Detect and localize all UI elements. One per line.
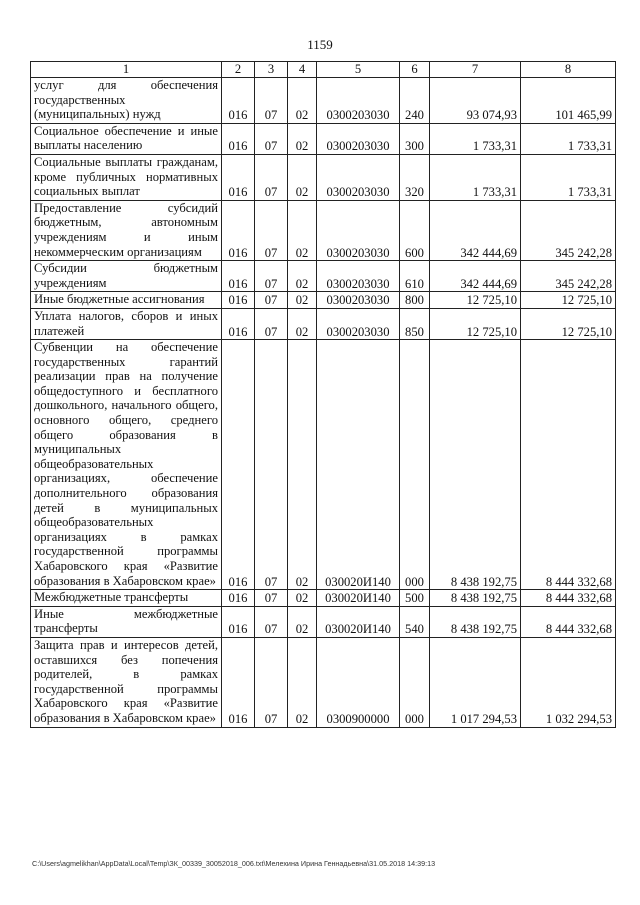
- row-amount-8: 12 725,10: [521, 292, 616, 309]
- table-row: [31, 292, 616, 309]
- row-amount-8: 1 733,31: [521, 123, 616, 154]
- table-row: [31, 200, 616, 260]
- row-code-5: 0300203030: [317, 261, 400, 292]
- table-row: [31, 154, 616, 200]
- row-code-2: 016: [222, 340, 255, 590]
- table-row: [31, 637, 616, 727]
- row-code-4: 02: [288, 123, 317, 154]
- row-code-6: 300: [400, 123, 430, 154]
- row-code-4: 02: [288, 292, 317, 309]
- row-code-6: 610: [400, 261, 430, 292]
- row-code-2: 016: [222, 606, 255, 637]
- row-code-4: 02: [288, 200, 317, 260]
- row-amount-7: 93 074,93: [430, 78, 521, 124]
- row-name: Иные межбюджетные трансферты: [31, 606, 222, 637]
- table-row: [31, 261, 616, 292]
- row-code-6: 320: [400, 154, 430, 200]
- row-code-5: 0300203030: [317, 154, 400, 200]
- table-row: [31, 590, 616, 607]
- row-code-4: 02: [288, 154, 317, 200]
- row-amount-7: 342 444,69: [430, 200, 521, 260]
- row-code-5: 0300900000: [317, 637, 400, 727]
- row-amount-7: 12 725,10: [430, 292, 521, 309]
- row-code-6: 500: [400, 590, 430, 607]
- row-name: Уплата налогов, сборов и иных платежей: [31, 308, 222, 339]
- row-code-5: 0300203030: [317, 292, 400, 309]
- row-code-2: 016: [222, 78, 255, 124]
- row-code-3: 07: [255, 590, 288, 607]
- budget-table: [30, 61, 616, 728]
- row-code-3: 07: [255, 78, 288, 124]
- row-code-6: 240: [400, 78, 430, 124]
- row-code-2: 016: [222, 200, 255, 260]
- row-amount-7: 12 725,10: [430, 308, 521, 339]
- column-header-1: 1: [31, 62, 222, 78]
- table-row: [31, 340, 616, 590]
- row-name: Субсидии бюджетным учреждениям: [31, 261, 222, 292]
- row-code-3: 07: [255, 261, 288, 292]
- row-code-2: 016: [222, 123, 255, 154]
- row-name: Иные бюджетные ассигнования: [31, 292, 222, 309]
- row-code-2: 016: [222, 154, 255, 200]
- row-amount-7: 1 017 294,53: [430, 637, 521, 727]
- row-code-3: 07: [255, 637, 288, 727]
- row-name: Субвенции на обеспечение государственных гарантий реализации прав на получение общедоступного и бесплатного дошкольного, начального общего, основного общего, среднего общего образования в муниципальных общеобразовательных организациях, обеспечение дополнительного образования детей в муниципальных общеобразовательных организациях в рамках государственной программы Хабаровского края «Развитие образования в Хабаровском крае»: [31, 340, 222, 590]
- table-row: [31, 78, 616, 124]
- table-body: [31, 78, 616, 728]
- row-amount-7: 8 438 192,75: [430, 590, 521, 607]
- row-code-5: 030020И140: [317, 606, 400, 637]
- row-code-4: 02: [288, 261, 317, 292]
- row-name: Межбюджетные трансферты: [31, 590, 222, 607]
- row-code-3: 07: [255, 308, 288, 339]
- row-code-5: 0300203030: [317, 78, 400, 124]
- row-code-6: 540: [400, 606, 430, 637]
- row-code-4: 02: [288, 340, 317, 590]
- row-code-6: 850: [400, 308, 430, 339]
- row-amount-7: 1 733,31: [430, 154, 521, 200]
- column-header-7: 7: [430, 62, 521, 78]
- column-header-8: 8: [521, 62, 616, 78]
- row-code-6: 000: [400, 340, 430, 590]
- row-name: Социальные выплаты гражданам, кроме публичных нормативных социальных выплат: [31, 154, 222, 200]
- row-code-2: 016: [222, 637, 255, 727]
- table-row: [31, 308, 616, 339]
- row-code-4: 02: [288, 308, 317, 339]
- row-amount-7: 1 733,31: [430, 123, 521, 154]
- document-footer-path: C:\Users\agmelikhan\AppData\Local\Temp\ЗК_00339_30052018_006.txt\Мелехина Ирина Геннадьевна\31.05.2018 14:39:13: [32, 859, 436, 868]
- row-code-6: 600: [400, 200, 430, 260]
- row-name: Защита прав и интересов детей, оставшихся без попечения родителей, в рамках государственной программы Хабаровского края «Развитие образования в Хабаровском крае»: [31, 637, 222, 727]
- row-amount-7: 8 438 192,75: [430, 340, 521, 590]
- row-amount-8: 12 725,10: [521, 308, 616, 339]
- row-code-3: 07: [255, 123, 288, 154]
- row-code-4: 02: [288, 590, 317, 607]
- column-header-3: 3: [255, 62, 288, 78]
- row-code-2: 016: [222, 308, 255, 339]
- row-code-3: 07: [255, 340, 288, 590]
- row-code-2: 016: [222, 292, 255, 309]
- row-code-4: 02: [288, 606, 317, 637]
- row-code-2: 016: [222, 261, 255, 292]
- row-code-5: 0300203030: [317, 200, 400, 260]
- row-code-5: 030020И140: [317, 340, 400, 590]
- page-number: 1159: [307, 37, 333, 52]
- row-code-5: 0300203030: [317, 308, 400, 339]
- row-code-3: 07: [255, 292, 288, 309]
- row-code-6: 800: [400, 292, 430, 309]
- row-name: Социальное обеспечение и иные выплаты населению: [31, 123, 222, 154]
- row-amount-7: 8 438 192,75: [430, 606, 521, 637]
- row-code-3: 07: [255, 154, 288, 200]
- column-header-2: 2: [222, 62, 255, 78]
- row-name: услуг для обеспечения государственных (муниципальных) нужд: [31, 78, 222, 124]
- row-amount-8: 101 465,99: [521, 78, 616, 124]
- row-code-3: 07: [255, 200, 288, 260]
- row-amount-8: 8 444 332,68: [521, 606, 616, 637]
- row-name: Предоставление субсидий бюджетным, автономным учреждениям и иным некоммерческим организациям: [31, 200, 222, 260]
- column-header-5: 5: [317, 62, 400, 78]
- table-row: [31, 123, 616, 154]
- row-amount-8: 345 242,28: [521, 200, 616, 260]
- header-row: [31, 62, 616, 78]
- row-amount-8: 8 444 332,68: [521, 340, 616, 590]
- row-code-3: 07: [255, 606, 288, 637]
- row-code-5: 0300203030: [317, 123, 400, 154]
- column-header-6: 6: [400, 62, 430, 78]
- table-row: [31, 606, 616, 637]
- row-amount-8: 1 032 294,53: [521, 637, 616, 727]
- row-code-6: 000: [400, 637, 430, 727]
- row-amount-8: 8 444 332,68: [521, 590, 616, 607]
- row-amount-8: 1 733,31: [521, 154, 616, 200]
- row-amount-7: 342 444,69: [430, 261, 521, 292]
- row-amount-8: 345 242,28: [521, 261, 616, 292]
- row-code-4: 02: [288, 637, 317, 727]
- row-code-4: 02: [288, 78, 317, 124]
- column-header-4: 4: [288, 62, 317, 78]
- row-code-2: 016: [222, 590, 255, 607]
- row-code-5: 030020И140: [317, 590, 400, 607]
